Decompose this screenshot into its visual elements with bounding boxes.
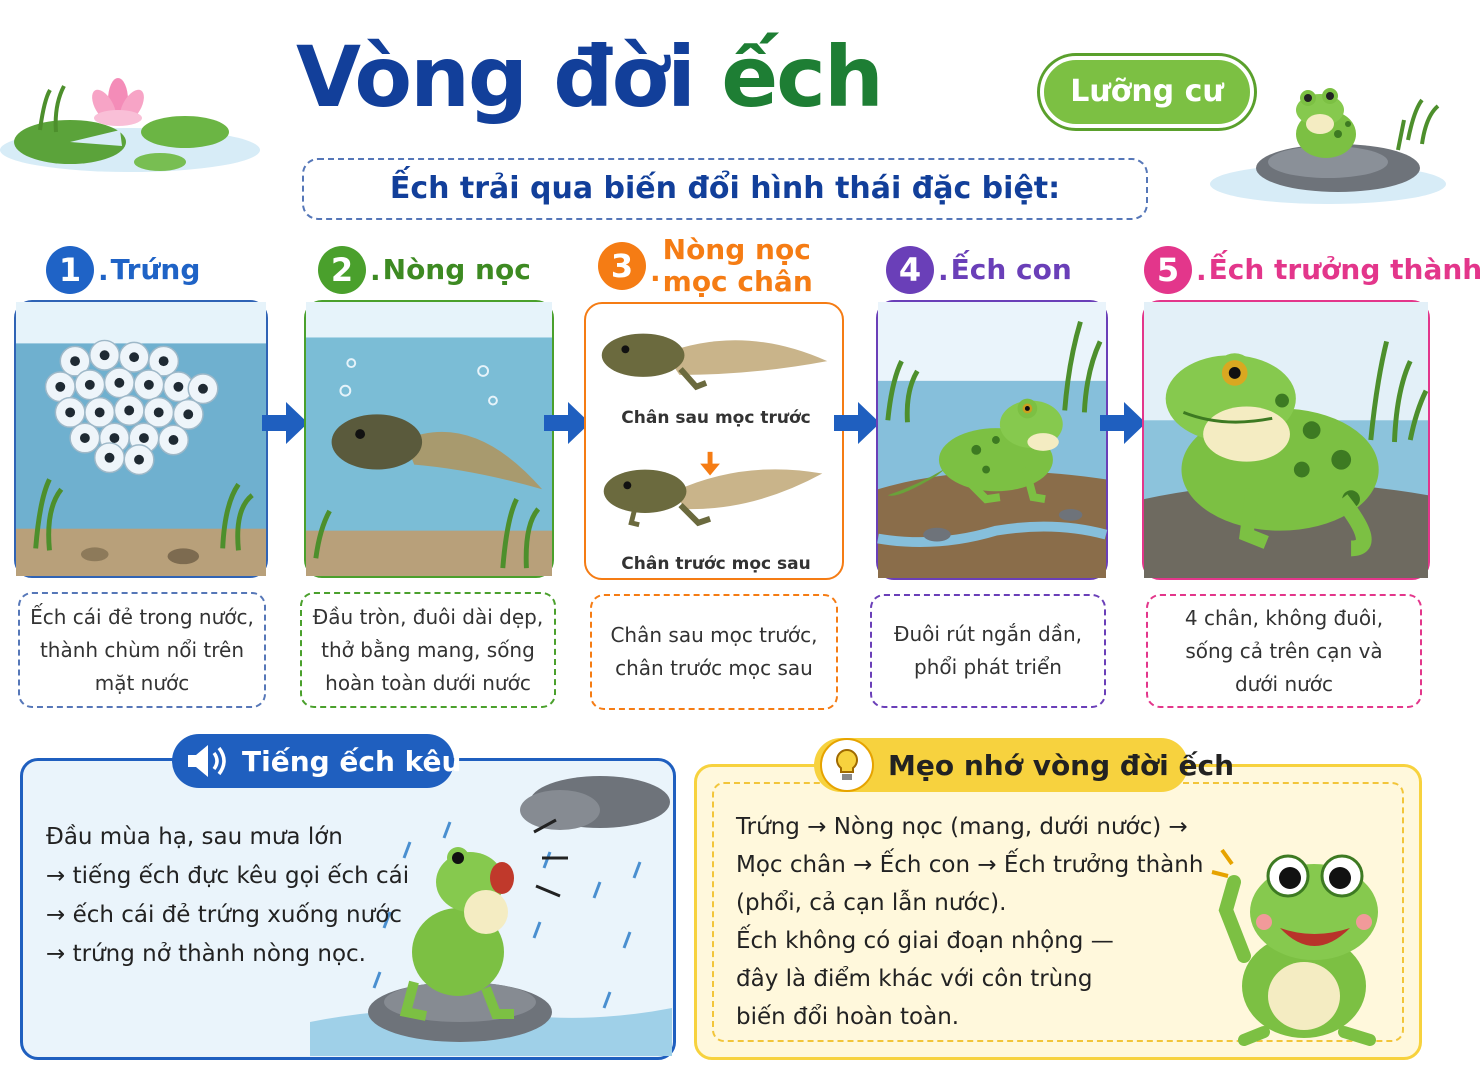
memory-tips-text xyxy=(736,808,1203,1036)
stage-4-heading xyxy=(886,246,1072,294)
arrow-right-icon xyxy=(834,402,880,444)
calls-line: → trứng nở thành nòng nọc. xyxy=(46,941,366,967)
stage-2-title: Nòng nọc xyxy=(382,253,531,286)
stage-1-eggs-panel xyxy=(14,300,268,578)
stage-1-dot: . xyxy=(98,253,109,287)
memory-tips-label xyxy=(814,738,1235,792)
stage-1-desc-line: thành chùm nổi trên xyxy=(39,637,245,662)
stage-5-desc-line: dưới nước xyxy=(1234,671,1334,696)
arrow-right-icon xyxy=(1100,402,1146,444)
stage-3-number: 3 xyxy=(598,242,646,290)
stage-5-dot: . xyxy=(1196,253,1207,287)
stage-4-number: 4 xyxy=(886,246,934,294)
stage-2-heading xyxy=(318,246,531,294)
stage-4-description xyxy=(870,594,1106,708)
calls-line: Đầu mùa hạ, sau mưa lớn xyxy=(46,824,343,850)
stage-5-desc-line: 4 chân, không đuôi, xyxy=(1184,605,1384,630)
thinking-frog-illustration xyxy=(1204,836,1404,1046)
tips-line: Trứng → Nòng nọc (mang, dưới nước) → xyxy=(736,814,1188,840)
tadpole-legs-illustration xyxy=(586,304,842,578)
stage-3-desc-line: chân trước mọc sau xyxy=(615,656,813,680)
stage-4-dot: . xyxy=(938,253,949,287)
calls-line: → ếch cái đẻ trứng xuống nước xyxy=(46,902,402,928)
frog-calls-title: Tiếng ếch kêu xyxy=(242,744,462,778)
title-part-1: Vòng đời xyxy=(296,28,694,126)
page-subtitle: Ếch trải qua biến đổi hình thái đặc biệt: xyxy=(302,158,1148,220)
stage-4-title: Ếch con xyxy=(950,253,1072,286)
egg-cluster-illustration xyxy=(16,302,266,576)
amphibian-badge: Lưỡng cư xyxy=(1040,56,1254,128)
memory-tips-title: Mẹo nhớ vòng đời ếch xyxy=(888,748,1235,782)
stage-2-desc-line: Đầu tròn, đuôi dài dẹp, xyxy=(312,604,544,629)
stage-2-description xyxy=(300,592,556,708)
tips-line: Ếch không có giai đoạn nhộng — xyxy=(736,928,1114,954)
stage-4-froglet-panel xyxy=(876,300,1108,580)
stage-3-heading xyxy=(598,234,813,298)
stage-5-adult-frog-panel xyxy=(1142,300,1430,580)
stage-1-number: 1 xyxy=(46,246,94,294)
arrow-right-icon xyxy=(262,402,308,444)
stage-1-desc-line: Ếch cái đẻ trong nước, xyxy=(30,604,254,629)
stage-1-title: Trứng xyxy=(110,253,201,286)
stage-3-title xyxy=(663,234,813,298)
stage-3-title-line-1: Nòng nọc xyxy=(662,233,811,266)
calls-line: → tiếng ếch đực kêu gọi ếch cái xyxy=(46,863,410,889)
stage-5-heading xyxy=(1144,246,1482,294)
stage-1-desc-line: mặt nước xyxy=(94,670,190,695)
tips-line: (phổi, cả cạn lẫn nước). xyxy=(736,890,1007,916)
stage-1-heading xyxy=(46,246,200,294)
stage-5-number: 5 xyxy=(1144,246,1192,294)
stage-5-title: Ếch trưởng thành xyxy=(1208,253,1482,286)
stage-3-label-front-legs: Chân trước mọc sau xyxy=(621,554,811,574)
froglet-illustration xyxy=(878,302,1106,578)
stage-5-desc-line: sống cả trên cạn và xyxy=(1185,638,1383,663)
stage-2-desc-line: thở bằng mang, sống xyxy=(321,637,535,662)
frog-calls-text xyxy=(46,818,409,974)
title-part-2: ếch xyxy=(721,28,882,126)
stage-4-desc-line: Đuôi rút ngắn dần, xyxy=(893,622,1083,646)
lightbulb-icon xyxy=(820,738,874,792)
lily-pad-illustration xyxy=(0,60,270,180)
stage-3-desc-line: Chân sau mọc trước, xyxy=(610,623,818,647)
stage-4-desc-line: phổi phát triển xyxy=(914,655,1062,679)
adult-frog-illustration xyxy=(1144,302,1428,578)
stage-2-number: 2 xyxy=(318,246,366,294)
stage-3-description xyxy=(590,594,838,710)
stage-2-tadpole-panel xyxy=(304,300,554,578)
speaker-icon xyxy=(184,741,230,781)
stage-3-label-hind-legs: Chân sau mọc trước xyxy=(621,408,811,428)
frog-on-rock-illustration xyxy=(1208,80,1448,210)
stage-2-dot: . xyxy=(370,253,381,287)
stage-3-title-line-2: mọc chân xyxy=(662,265,813,298)
tips-line: Mọc chân → Ếch con → Ếch trưởng thành xyxy=(736,852,1204,878)
stage-5-description xyxy=(1146,594,1422,708)
tadpole-illustration xyxy=(306,302,552,576)
tips-line: biến đổi hoàn toàn. xyxy=(736,1004,960,1030)
stage-3-dot: . xyxy=(650,255,661,288)
stage-2-desc-line: hoàn toàn dưới nước xyxy=(325,670,531,695)
page-title xyxy=(296,22,882,132)
stage-1-description xyxy=(18,592,266,708)
frog-calls-label xyxy=(172,734,462,788)
stage-3-legs-panel xyxy=(584,302,844,580)
tips-line: đây là điểm khác với côn trùng xyxy=(736,966,1093,992)
